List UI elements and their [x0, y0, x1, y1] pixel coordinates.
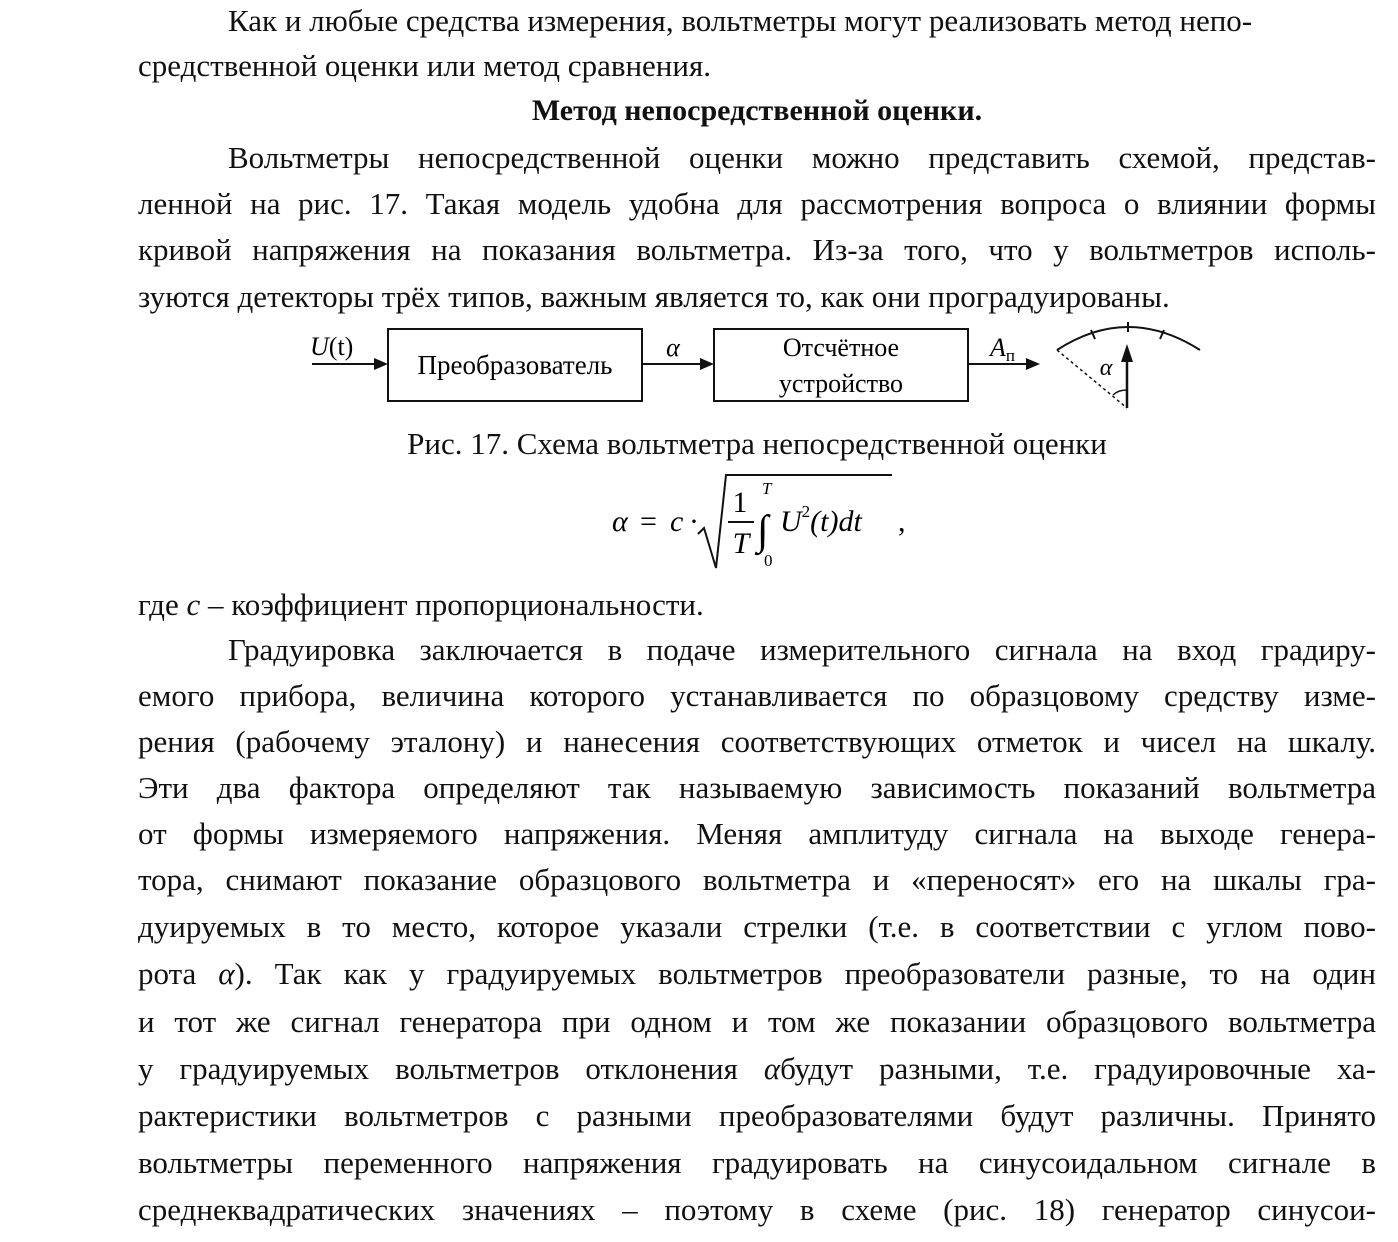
text-line: от формы измеряемого напряжения. Меняя амплитуду сигнала на выходе генера- [138, 816, 1376, 851]
text-line: рения (рабочему эталону) и нанесения соответствующих отметок и чисел на шкалу. [138, 724, 1376, 759]
text-line: зуются детекторы трёх типов, важным является то, как они проградуированы. [138, 279, 1170, 314]
text-line: Эти два фактора определяют так называемую зависимость показаний вольтметра [138, 770, 1376, 805]
fraction-denominator: T [732, 527, 750, 560]
formula-coef: c [670, 505, 684, 538]
dial-pointer-head [1121, 344, 1133, 362]
formula-trail: , [898, 505, 906, 538]
where-prefix: где [138, 587, 187, 622]
fraction-numerator: 1 [732, 486, 748, 519]
alpha-label: α [666, 333, 680, 362]
arrow-head [374, 358, 388, 370]
readout-label-2: устройство [778, 369, 904, 398]
text-line: кривой напряжения на показания вольтметра. Из-за того, что у вольтметров исполь- [138, 232, 1376, 267]
output-label: Aп [990, 333, 1015, 365]
text-line: рактеристики вольтметров с разными преобразователями будут различны. Принято [138, 1098, 1376, 1133]
alpha-symbol: α [218, 956, 235, 991]
text-line [138, 589, 704, 620]
input-label: U(t) [310, 332, 354, 361]
dial-indicator [1057, 322, 1200, 408]
alpha-symbol: α [763, 1051, 781, 1086]
figure-caption: Рис. 17. Схема вольтметра непосредственной оценки [407, 426, 1107, 461]
formula [600, 470, 930, 580]
dial-angle-arc [1113, 390, 1127, 395]
text-line: Градуировка заключается в подаче измерительного сигнала на вход градиру- [228, 632, 1376, 667]
arrow-head [700, 358, 714, 370]
text-line: среднеквадратических значениях – поэтому в схеме (рис. 18) генератор синусои- [138, 1192, 1376, 1227]
text-line: средственной оценки или метод сравнения. [138, 48, 712, 83]
dial-alpha-label: α [1099, 355, 1113, 381]
arrow-head [1026, 358, 1040, 370]
text-line: Как и любые средства измерения, вольтметры могут реализовать метод непо- [228, 3, 1253, 38]
dial-zero-line [1057, 350, 1127, 408]
section-heading: Метод непосредственной оценки. [531, 94, 983, 127]
block-diagram [300, 318, 1220, 418]
where-suffix: – коэффициент пропорциональности. [200, 587, 704, 622]
text-line: дуируемых в то место, которое указали стрелки (т.е. в соответствии с углом пово- [138, 909, 1376, 944]
text-line: Вольтметры непосредственной оценки можно представить схемой, представ- [228, 140, 1376, 175]
converter-label: Преобразователь [417, 350, 613, 380]
formula-lhs: α [612, 505, 628, 538]
text-line: емого прибора, величина которого устанавливается по образцовому средству изме- [138, 678, 1376, 713]
text-line: ленной на рис. 17. Такая модель удобна для рассмотрения вопроса о влиянии формы [138, 186, 1376, 221]
formula-dot: · [689, 505, 699, 538]
text-line: рота α). Так как у градуируемых вольтметров преобразователи разные, то на один [138, 956, 1376, 991]
integral-sign: ∫ [757, 508, 769, 554]
formula-eq: = [640, 505, 657, 538]
text-line: и тот же сигнал генератора при одном и том же показании образцового вольтметра [138, 1004, 1376, 1039]
text-line: тора, снимают показание образцового вольтметра и «переносят» его на шкалы гра- [138, 862, 1376, 897]
integrand: $U^2(t)dt$ [780, 502, 862, 538]
text-line: вольтметры переменного напряжения градуировать на синусоидальном сигнале в [138, 1145, 1376, 1180]
integral-lower-limit: 0 [764, 551, 773, 570]
readout-label-1: Отсчётное [782, 333, 900, 362]
where-var: c [186, 587, 201, 622]
text-line: у градуируемых вольтметров отклонения αбудут разными, т.е. градуировочные ха- [138, 1051, 1376, 1086]
integral-upper-limit: T [762, 479, 772, 498]
